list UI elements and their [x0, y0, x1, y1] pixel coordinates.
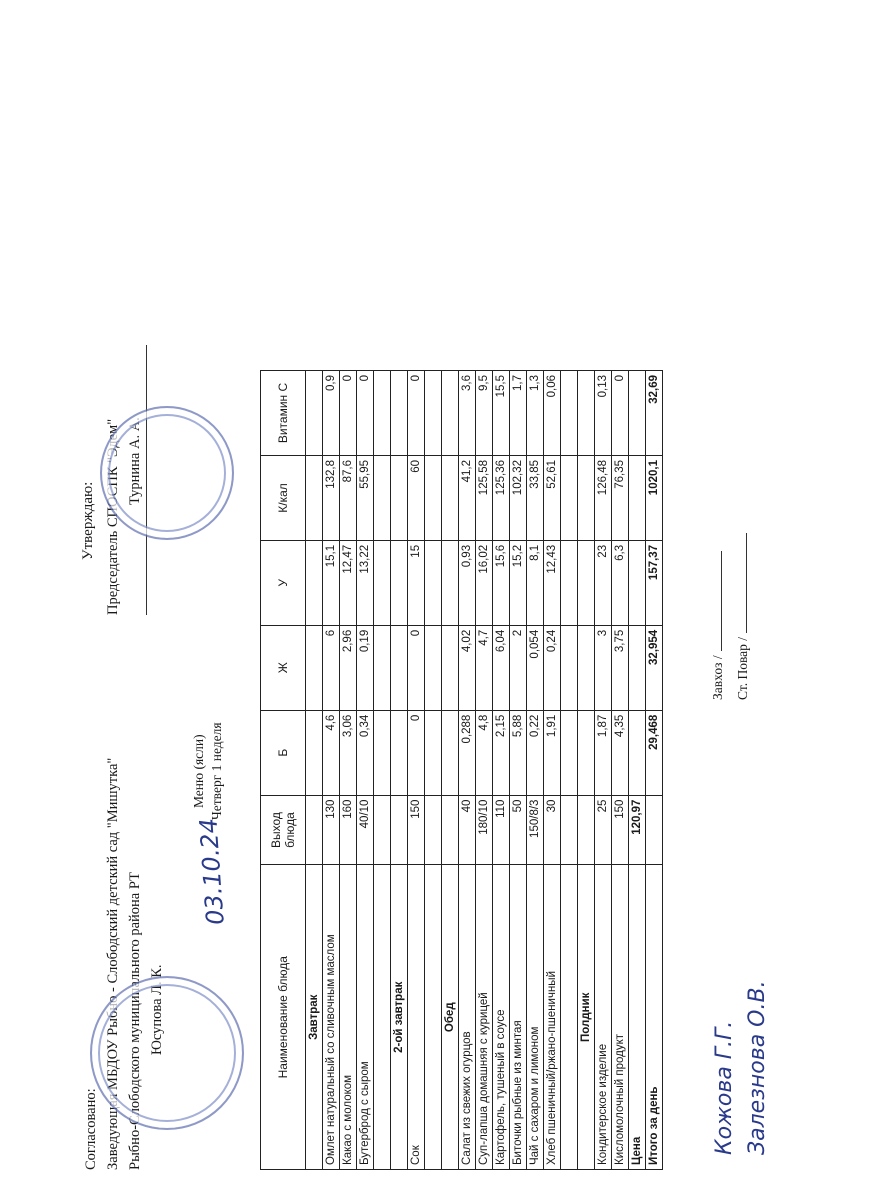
table-row	[595, 371, 612, 1170]
zavhoz-label: Завхоз /	[710, 655, 725, 700]
cell-u: 8,1	[527, 540, 544, 625]
approve-name: Турнина А. А.	[124, 345, 147, 615]
empty-cell	[561, 371, 578, 456]
cell-u: 15,6	[493, 540, 510, 625]
cell-b: 4,35	[612, 710, 629, 795]
col-header-protein: Б	[261, 710, 306, 795]
table-header-row	[261, 371, 306, 1170]
empty-cell	[578, 710, 595, 795]
empty-cell	[425, 625, 442, 710]
empty-cell	[561, 456, 578, 541]
empty-cell	[578, 795, 595, 865]
section-row	[578, 371, 595, 1170]
empty-cell	[374, 371, 391, 456]
approve-title: Утверждаю:	[80, 481, 96, 560]
menu-subtitle: Четверг 1 неделя	[209, 722, 224, 820]
cell-u: 0,93	[459, 540, 476, 625]
section-row	[442, 371, 459, 1170]
menu-title-block	[190, 722, 226, 820]
total-row	[646, 371, 663, 1170]
cell-vitc: 0	[340, 371, 357, 456]
povar-label: Ст. Повар /	[735, 636, 750, 700]
menu-table	[260, 370, 663, 1170]
cell-b: 1,91	[544, 710, 561, 795]
menu-title: Меню (ясли)	[191, 734, 206, 809]
cell-vitc: 9,5	[476, 371, 493, 456]
handwritten-date: 03.10.24	[194, 817, 230, 926]
dish-name: Омлет натуральный со сливочным маслом	[323, 865, 340, 1170]
cell-zh: 4,02	[459, 625, 476, 710]
cell-zh: 0	[408, 625, 425, 710]
cell-kcal: 52,61	[544, 456, 561, 541]
table-row	[493, 371, 510, 1170]
empty-cell	[425, 456, 442, 541]
empty-cell	[391, 540, 408, 625]
zavhoz-sign-line	[721, 551, 722, 651]
table-row	[340, 371, 357, 1170]
price-row	[629, 371, 646, 1170]
cell-u: 15	[408, 540, 425, 625]
cell-vitc: 0	[357, 371, 374, 456]
cell-out: 160	[340, 795, 357, 865]
dish-name: Цена	[629, 865, 646, 1170]
dish-name: Итого за день	[646, 865, 663, 1170]
agreed-line1: Заведующая МБДОУ Рыбно - Слободский детский сад "Мишутка"	[105, 757, 121, 1170]
empty-cell	[391, 371, 408, 456]
section-row	[391, 371, 408, 1170]
empty-cell	[374, 795, 391, 865]
empty-cell	[442, 795, 459, 865]
col-header-name: Наименование блюда	[261, 865, 306, 1170]
cell-kcal: 1020,1	[646, 456, 663, 541]
zavhoz-signature	[710, 551, 726, 700]
cell-b: 29,468	[646, 710, 663, 795]
dish-name: Суп-лапша домашняя с курицей	[476, 865, 493, 1170]
table-row	[476, 371, 493, 1170]
col-header-carbs: У	[261, 540, 306, 625]
cell-out: 150	[408, 795, 425, 865]
cell-u: 23	[595, 540, 612, 625]
table-row	[408, 371, 425, 1170]
cell-b	[629, 710, 646, 795]
povar-sign-line	[746, 533, 747, 633]
blank-row	[425, 371, 442, 1170]
section-title: Полдник	[578, 865, 595, 1170]
cell-u: 157,37	[646, 540, 663, 625]
empty-cell	[425, 710, 442, 795]
cell-b: 2,15	[493, 710, 510, 795]
blank-row	[561, 371, 578, 1170]
table-row	[323, 371, 340, 1170]
empty-cell	[442, 456, 459, 541]
cell-kcal: 125,36	[493, 456, 510, 541]
cell-kcal: 41,2	[459, 456, 476, 541]
cell-out: 40	[459, 795, 476, 865]
cell-kcal: 60	[408, 456, 425, 541]
agreed-name: Юсупова Л. К.	[149, 964, 165, 1055]
cell-zh: 6,04	[493, 625, 510, 710]
cell-u: 16,02	[476, 540, 493, 625]
round-stamp-left	[90, 976, 244, 1130]
table-body	[306, 371, 663, 1170]
col-header-fat: Ж	[261, 625, 306, 710]
round-stamp-right	[100, 406, 234, 540]
empty-cell	[561, 795, 578, 865]
dish-name: Картофель, тушеный в соусе	[493, 865, 510, 1170]
povar-signature	[735, 533, 751, 700]
cell-vitc: 32,69	[646, 371, 663, 456]
cell-kcal: 132,8	[323, 456, 340, 541]
agreed-title: Согласовано:	[83, 1088, 99, 1170]
cell-u	[629, 540, 646, 625]
cell-vitc: 0,9	[323, 371, 340, 456]
empty-cell	[442, 625, 459, 710]
empty-cell	[578, 456, 595, 541]
cell-b: 1,87	[595, 710, 612, 795]
table-row	[544, 371, 561, 1170]
cell-zh: 0,054	[527, 625, 544, 710]
empty-cell	[442, 540, 459, 625]
cell-u: 6,3	[612, 540, 629, 625]
cell-b: 4,8	[476, 710, 493, 795]
table-row	[527, 371, 544, 1170]
cell-kcal	[629, 456, 646, 541]
col-header-output: Выход блюда	[261, 795, 306, 865]
cell-out	[646, 795, 663, 865]
table-row	[612, 371, 629, 1170]
section-title: Обед	[442, 865, 459, 1170]
empty-cell	[425, 795, 442, 865]
empty-cell	[306, 625, 323, 710]
cell-out: 110	[493, 795, 510, 865]
dish-name: Биточки рыбные из минтая	[510, 865, 527, 1170]
cell-u: 15,1	[323, 540, 340, 625]
cell-vitc	[629, 371, 646, 456]
cell-b: 5,88	[510, 710, 527, 795]
section-title: Завтрак	[306, 865, 323, 1170]
cell-vitc: 0,13	[595, 371, 612, 456]
cell-zh: 2,96	[340, 625, 357, 710]
blank-row	[374, 371, 391, 1170]
table-row	[459, 371, 476, 1170]
empty-cell	[374, 456, 391, 541]
dish-name: Сок	[408, 865, 425, 1170]
cell-vitc: 0	[612, 371, 629, 456]
cell-b: 0	[408, 710, 425, 795]
empty-cell	[374, 625, 391, 710]
dish-name: Салат из свежих огурцов	[459, 865, 476, 1170]
cell-b: 0,34	[357, 710, 374, 795]
cell-vitc: 0	[408, 371, 425, 456]
cell-u: 12,47	[340, 540, 357, 625]
cell-b: 4,6	[323, 710, 340, 795]
cell-zh: 3,75	[612, 625, 629, 710]
empty-cell	[391, 456, 408, 541]
empty-cell	[374, 865, 391, 1170]
handwritten-sign-1: Кожова Г.Г.	[712, 1020, 737, 1155]
dish-name: Чай с сахаром и лимоном	[527, 865, 544, 1170]
empty-cell	[561, 710, 578, 795]
empty-cell	[306, 710, 323, 795]
empty-cell	[442, 710, 459, 795]
approve-line1: Председатель СПОСПК "Эдем"	[105, 418, 121, 615]
table-row	[357, 371, 374, 1170]
cell-out: 30	[544, 795, 561, 865]
section-title: 2-ой завтрак	[391, 865, 408, 1170]
cell-kcal: 102,32	[510, 456, 527, 541]
cell-vitc: 0,06	[544, 371, 561, 456]
cell-zh: 3	[595, 625, 612, 710]
cell-out: 150/8/3	[527, 795, 544, 865]
empty-cell	[425, 865, 442, 1170]
cell-out: 130	[323, 795, 340, 865]
cell-u: 13,22	[357, 540, 374, 625]
empty-cell	[306, 540, 323, 625]
cell-kcal: 33,85	[527, 456, 544, 541]
cell-u: 15,2	[510, 540, 527, 625]
cell-u: 12,43	[544, 540, 561, 625]
empty-cell	[306, 371, 323, 456]
cell-zh: 32,954	[646, 625, 663, 710]
cell-out: 40/10	[357, 795, 374, 865]
empty-cell	[561, 540, 578, 625]
dish-name: Хлеб пшеничный/ржано-пшеничный	[544, 865, 561, 1170]
empty-cell	[578, 540, 595, 625]
cell-out: 50	[510, 795, 527, 865]
empty-cell	[425, 371, 442, 456]
cell-b: 0,288	[459, 710, 476, 795]
cell-zh	[629, 625, 646, 710]
col-header-kcal: К/кал	[261, 456, 306, 541]
menu-sheet	[80, 360, 800, 1170]
empty-cell	[425, 540, 442, 625]
empty-cell	[578, 371, 595, 456]
cell-vitc: 1,3	[527, 371, 544, 456]
cell-vitc: 15,5	[493, 371, 510, 456]
cell-zh: 0,24	[544, 625, 561, 710]
cell-b: 3,06	[340, 710, 357, 795]
cell-zh: 2	[510, 625, 527, 710]
cell-kcal: 126,48	[595, 456, 612, 541]
cell-kcal: 76,35	[612, 456, 629, 541]
dish-name: Кондитерское изделие	[595, 865, 612, 1170]
handwritten-sign-2: Залезнова О.В.	[745, 980, 770, 1155]
dish-name: Бутерброд с сыром	[357, 865, 374, 1170]
empty-cell	[391, 625, 408, 710]
empty-cell	[561, 865, 578, 1170]
cell-out: 25	[595, 795, 612, 865]
agreed-line2: Рыбно-Слободского муниципального района РТ	[127, 872, 143, 1170]
cell-vitc: 1,7	[510, 371, 527, 456]
section-row	[306, 371, 323, 1170]
dish-name: Какао с молоком	[340, 865, 357, 1170]
empty-cell	[306, 795, 323, 865]
cell-kcal: 87,6	[340, 456, 357, 541]
empty-cell	[374, 710, 391, 795]
cell-out: 120,97	[629, 795, 646, 865]
table-row	[510, 371, 527, 1170]
empty-cell	[442, 371, 459, 456]
empty-cell	[374, 540, 391, 625]
cell-zh: 6	[323, 625, 340, 710]
empty-cell	[391, 795, 408, 865]
col-header-vitamin-c: Витамин С	[261, 371, 306, 456]
empty-cell	[306, 456, 323, 541]
cell-out: 150	[612, 795, 629, 865]
cell-vitc: 3,6	[459, 371, 476, 456]
empty-cell	[561, 625, 578, 710]
cell-kcal: 125,58	[476, 456, 493, 541]
cell-b: 0,22	[527, 710, 544, 795]
empty-cell	[578, 625, 595, 710]
cell-zh: 0,19	[357, 625, 374, 710]
cell-kcal: 55,95	[357, 456, 374, 541]
cell-zh: 4,7	[476, 625, 493, 710]
cell-out: 180/10	[476, 795, 493, 865]
dish-name: Кисломолочный продукт	[612, 865, 629, 1170]
empty-cell	[391, 710, 408, 795]
